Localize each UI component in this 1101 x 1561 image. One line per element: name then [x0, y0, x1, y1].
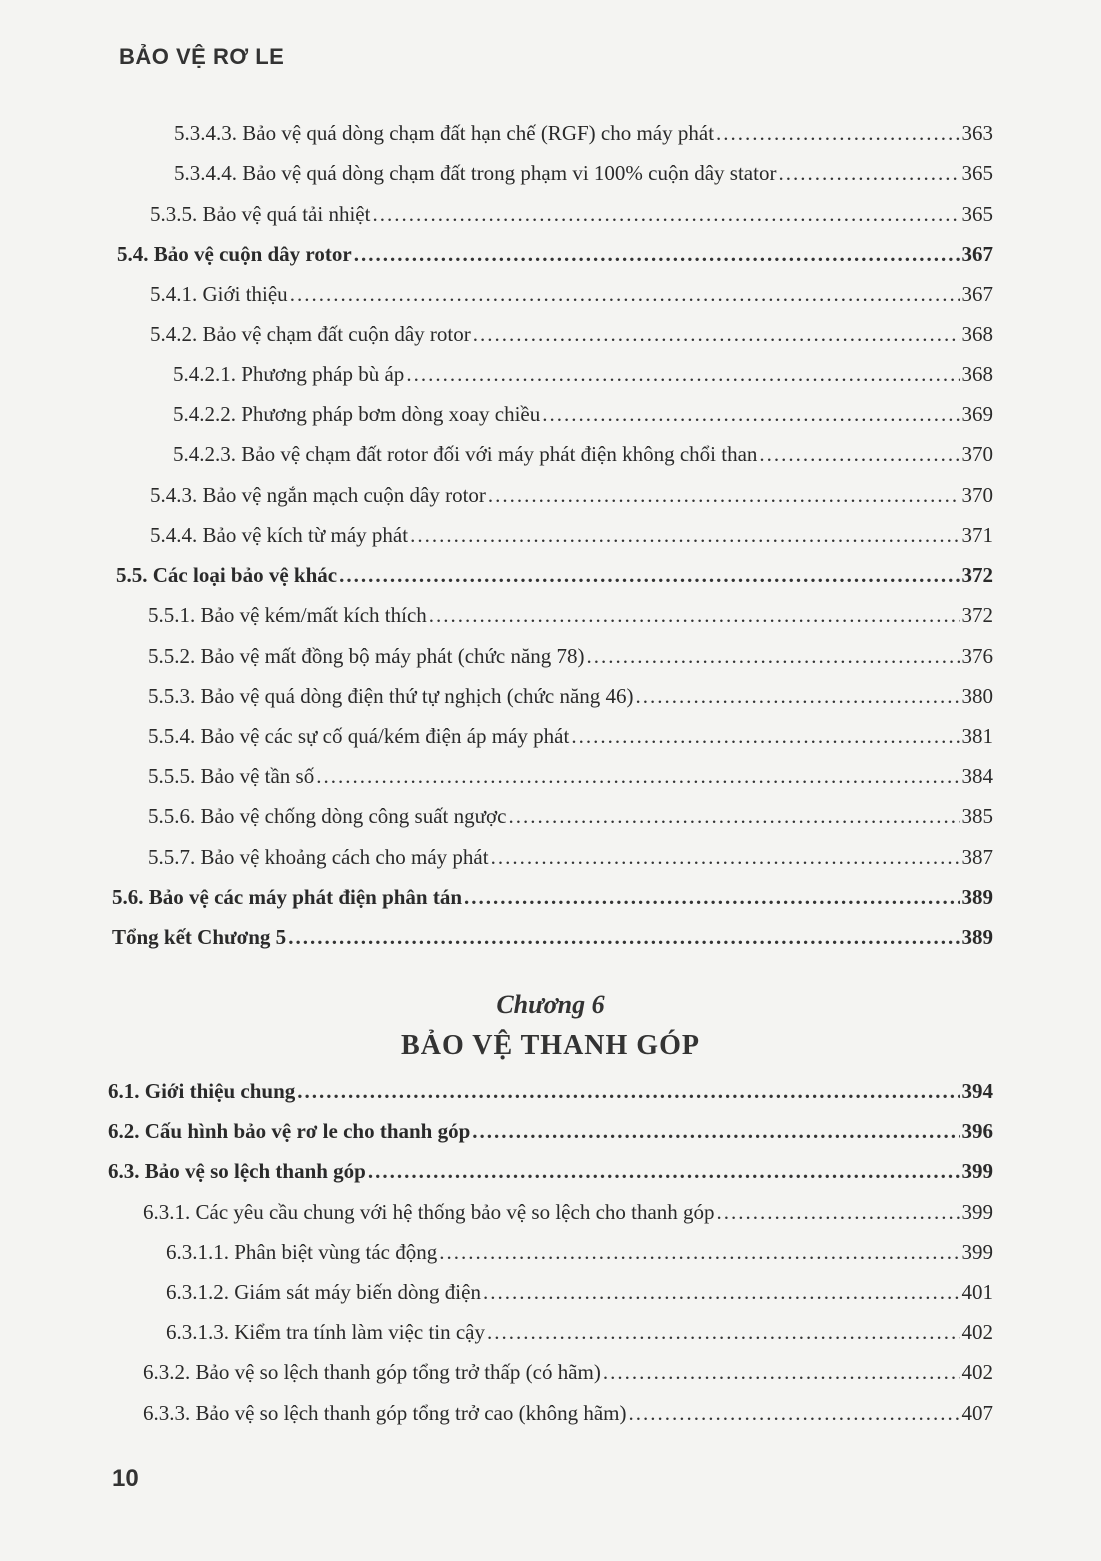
toc-entry[interactable]	[150, 482, 993, 508]
dot-leader	[288, 924, 959, 950]
toc-entry[interactable]	[148, 602, 993, 628]
toc-entry-page: 367	[961, 242, 993, 266]
toc-entry[interactable]	[166, 1319, 993, 1345]
toc-entry[interactable]	[166, 1279, 993, 1305]
toc-entry[interactable]	[150, 281, 993, 307]
toc-entry[interactable]	[108, 1118, 993, 1144]
toc-entry-page: 407	[961, 1401, 993, 1425]
toc-entry-page: 381	[961, 724, 993, 748]
toc-entry-page: 365	[961, 202, 993, 226]
toc-entry-label: 5.4.2. Bảo vệ chạm đất cuộn dây rotor	[150, 322, 471, 346]
toc-entry[interactable]	[173, 441, 993, 467]
toc-entry-label: 5.3.4.3. Bảo vệ quá dòng chạm đất hạn chế (RGF) cho máy phát	[174, 121, 715, 145]
dot-leader	[297, 1078, 959, 1104]
toc-entry-page: 368	[961, 322, 993, 346]
toc-entry-label: 5.4.2.1. Phương pháp bù áp	[173, 362, 405, 386]
toc-entry-label: 5.6. Bảo vệ các máy phát điện phân tán	[112, 885, 463, 909]
toc-entry-page: 370	[961, 483, 993, 507]
toc-entry-label: Tổng kết Chương 5	[112, 925, 287, 949]
toc-entry[interactable]	[148, 683, 993, 709]
dot-leader	[316, 763, 959, 789]
toc-entry-label: 5.4.1. Giới thiệu	[150, 282, 288, 306]
toc-entry-label: 5.5.4. Bảo vệ các sự cố quá/kém điện áp máy phát	[148, 724, 570, 748]
dot-leader	[472, 1118, 959, 1144]
toc-entry-label: 6.2. Cấu hình bảo vệ rơ le cho thanh góp	[108, 1119, 471, 1143]
dot-leader	[488, 482, 960, 508]
toc-entry-page: 368	[961, 362, 993, 386]
toc-entry[interactable]	[117, 241, 993, 267]
toc-entry-label: 6.3.1.2. Giám sát máy biến dòng điện	[166, 1280, 481, 1304]
dot-leader	[410, 522, 959, 548]
dot-leader	[603, 1359, 960, 1385]
toc-entry-label: 5.3.5. Bảo vệ quá tải nhiệt	[150, 202, 371, 226]
chapter-label: Chương 6	[496, 990, 605, 1019]
toc-entry-label: 5.4.3. Bảo vệ ngắn mạch cuộn dây rotor	[150, 483, 486, 507]
toc-entry-page: 363	[961, 121, 993, 145]
toc-entry[interactable]	[173, 401, 993, 427]
dot-leader	[429, 602, 960, 628]
dot-leader	[483, 1279, 960, 1305]
toc-entry-page: 376	[961, 644, 993, 668]
dot-leader	[439, 1239, 959, 1265]
toc-entry-label: 5.5. Các loại bảo vệ khác	[116, 563, 338, 587]
toc-entry-page: 372	[961, 603, 993, 627]
dot-leader	[464, 884, 959, 910]
toc-entry-label: 6.3.2. Bảo vệ so lệch thanh góp tổng trở thấp (có hãm)	[143, 1360, 601, 1384]
toc-entry[interactable]	[173, 361, 993, 387]
toc-entry[interactable]	[143, 1359, 993, 1385]
toc-entry[interactable]	[148, 763, 993, 789]
page-number: 10	[112, 1465, 139, 1492]
toc-entry[interactable]	[166, 1239, 993, 1265]
dot-leader	[759, 441, 959, 467]
toc-entry-label: 5.4.2.3. Bảo vệ chạm đất rotor đối với máy phát điện không chổi than	[173, 442, 758, 466]
toc-entry-label: 5.5.3. Bảo vệ quá dòng điện thứ tự nghịch (chức năng 46)	[148, 684, 634, 708]
dot-leader	[629, 1400, 960, 1426]
toc-entry-page: 402	[961, 1320, 993, 1344]
dot-leader	[542, 401, 959, 427]
toc-entry-page: 399	[961, 1159, 993, 1183]
toc-entry-page: 394	[961, 1079, 993, 1103]
dot-leader	[406, 361, 959, 387]
toc-entry-label: 6.3.1. Các yêu cầu chung với hệ thống bảo vệ so lệch cho thanh góp	[143, 1200, 715, 1224]
toc-entry-label: 5.5.1. Bảo vệ kém/mất kích thích	[148, 603, 427, 627]
toc-entry-page: 365	[961, 161, 993, 185]
dot-leader	[354, 241, 960, 267]
toc-entry[interactable]	[150, 522, 993, 548]
toc-entry-label: 5.5.6. Bảo vệ chống dòng công suất ngược	[148, 804, 507, 828]
toc-entry-label: 6.1. Giới thiệu chung	[108, 1079, 296, 1103]
dot-leader	[473, 321, 960, 347]
toc-entry-label: 5.5.7. Bảo vệ khoảng cách cho máy phát	[148, 845, 489, 869]
toc-entry[interactable]	[143, 1400, 993, 1426]
toc-entry-page: 389	[961, 885, 993, 909]
running-header: BẢO VỆ RƠ LE	[119, 44, 285, 69]
toc-entry-page: 385	[961, 804, 993, 828]
toc-entry-label: 5.3.4.4. Bảo vệ quá dòng chạm đất trong phạm vi 100% cuộn dây stator	[174, 161, 777, 185]
toc-entry-page: 384	[961, 764, 993, 788]
dot-leader	[716, 120, 959, 146]
dot-leader	[487, 1319, 960, 1345]
toc-entry-label: 5.4. Bảo vệ cuộn dây rotor	[117, 242, 352, 266]
toc-entry[interactable]	[148, 803, 993, 829]
toc-entry[interactable]	[112, 884, 993, 910]
toc-entry-page: 402	[961, 1360, 993, 1384]
toc-entry-label: 5.5.5. Bảo vệ tần số	[148, 764, 315, 788]
dot-leader	[372, 201, 959, 227]
dot-leader	[508, 803, 959, 829]
dot-leader	[636, 683, 960, 709]
toc-entry[interactable]	[148, 844, 993, 870]
toc-entry-label: 6.3. Bảo vệ so lệch thanh góp	[108, 1159, 366, 1183]
toc-entry[interactable]	[148, 723, 993, 749]
dot-leader	[290, 281, 960, 307]
toc-entry-page: 380	[961, 684, 993, 708]
toc-entry-page: 370	[961, 442, 993, 466]
toc-entry-page: 399	[961, 1240, 993, 1264]
toc-entry[interactable]	[108, 1158, 993, 1184]
toc-entry[interactable]	[116, 562, 993, 588]
toc-entry[interactable]	[150, 201, 993, 227]
toc-entry-label: 5.4.2.2. Phương pháp bơm dòng xoay chiều	[173, 402, 541, 426]
toc-entry-page: 401	[961, 1280, 993, 1304]
toc-entry[interactable]	[150, 321, 993, 347]
toc-entry-page: 396	[961, 1119, 993, 1143]
toc-entry-page: 367	[961, 282, 993, 306]
toc-entry[interactable]	[148, 643, 993, 669]
toc-entry-label: 6.3.1.1. Phân biệt vùng tác động	[166, 1240, 438, 1264]
toc-entry-page: 369	[961, 402, 993, 426]
dot-leader	[778, 160, 959, 186]
toc-entry-page: 372	[961, 563, 993, 587]
toc-entry-page: 371	[961, 523, 993, 547]
toc-entry[interactable]	[174, 120, 993, 146]
toc-entry-page: 387	[961, 845, 993, 869]
toc-entry[interactable]	[143, 1199, 993, 1225]
toc-entry-page: 399	[961, 1200, 993, 1224]
dot-leader	[339, 562, 959, 588]
toc-entry-label: 6.3.1.3. Kiểm tra tính làm việc tin cậy	[166, 1320, 485, 1344]
toc-entry-label: 6.3.3. Bảo vệ so lệch thanh góp tổng trở cao (không hãm)	[143, 1401, 627, 1425]
chapter-title: BẢO VỆ THANH GÓP	[401, 1030, 700, 1061]
toc-entry[interactable]	[174, 160, 993, 186]
dot-leader	[571, 723, 959, 749]
toc-entry-page: 389	[961, 925, 993, 949]
toc-entry-label: 5.5.2. Bảo vệ mất đồng bộ máy phát (chức năng 78)	[148, 644, 585, 668]
toc-entry[interactable]	[112, 924, 993, 950]
dot-leader	[717, 1199, 960, 1225]
dot-leader	[587, 643, 960, 669]
toc-entry-label: 5.4.4. Bảo vệ kích từ máy phát	[150, 523, 409, 547]
dot-leader	[491, 844, 960, 870]
toc-entry[interactable]	[108, 1078, 993, 1104]
dot-leader	[368, 1158, 960, 1184]
